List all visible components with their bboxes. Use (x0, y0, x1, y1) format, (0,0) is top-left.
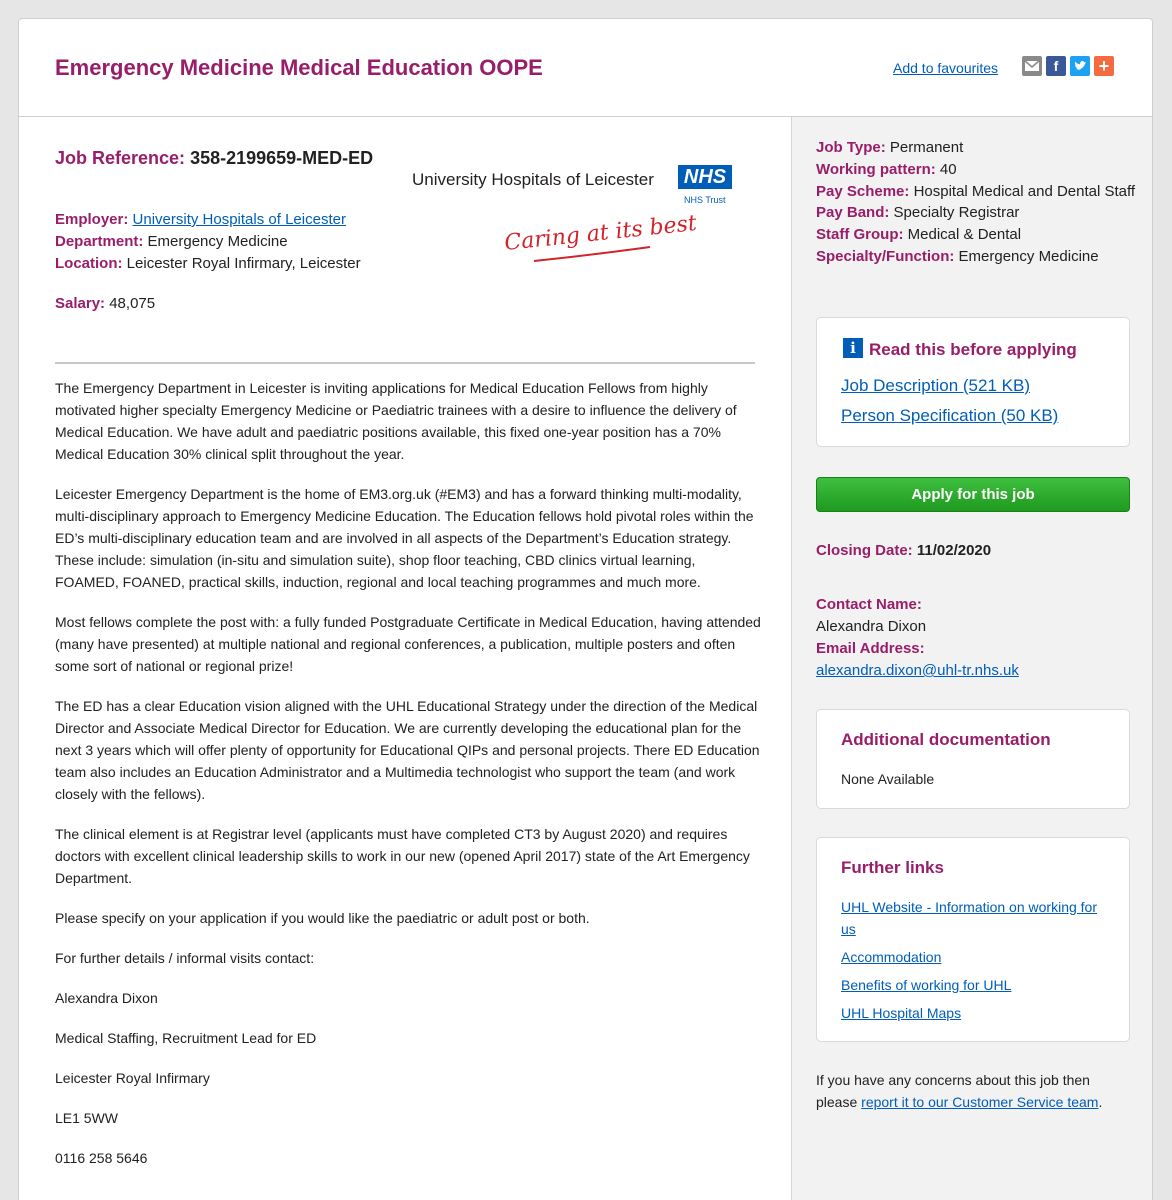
job-type-label: Job Type: (816, 139, 886, 156)
salary-value: 48,075 (109, 295, 156, 312)
location-label: Location: (55, 255, 123, 272)
additional-documentation-title: Additional documentation (841, 730, 1051, 749)
desc-paragraph: 0116 258 5646 (55, 1150, 148, 1166)
location-row (55, 253, 361, 275)
job-description (55, 377, 761, 1187)
salary-row (55, 293, 155, 315)
contact-name-value: Alexandra Dixon (816, 618, 927, 635)
uhl-website-link[interactable]: UHL Website - Information on working for us (841, 899, 1097, 937)
additional-documentation-box (816, 709, 1130, 809)
pay-band-label: Pay Band: (816, 204, 890, 222)
contact-email-link[interactable]: alexandra.dixon@uhl-tr.nhs.uk (816, 662, 1019, 679)
desc-paragraph: Please specify on your application if you would like the paediatric or adult post or both. (55, 910, 590, 926)
staff-group-value: Medical & Dental (907, 226, 1022, 244)
job-type-value: Permanent (889, 139, 964, 156)
benefits-link[interactable]: Benefits of working for UHL (841, 977, 1012, 993)
location-value: Leicester Royal Infirmary, Leicester (126, 255, 361, 272)
job-reference (55, 147, 385, 169)
desc-paragraph: The clinical element is at Registrar level (applicants must have completed CT3 by August 2020) and requires doctors with excellent clinical leadership skills to work in our new (opened April 2017) state of the Art Emergency Department. (55, 826, 750, 886)
employer-link[interactable]: University Hospitals of Leicester (132, 211, 346, 228)
desc-paragraph: The Emergency Department in Leicester is inviting applications for Medical Education Fellows from highly motivated higher specialty Emergency Medicine or Paediatric trainees with a desire to influence the delivery of Medical Education. We have adult and paediatric positions available, this fixed one-year position has a 70% Medical Education 30% clinical split throughout the year. (55, 380, 737, 462)
logo-org-name: University Hospitals of Leicester (412, 170, 654, 189)
job-facts (816, 137, 1136, 268)
specialty-value: Emergency Medicine (958, 247, 1099, 265)
further-links-title: Further links (841, 858, 944, 877)
concerns-suffix: . (1098, 1094, 1103, 1110)
employer-logo (412, 165, 742, 275)
logo-trust: NHS Trust (684, 195, 726, 205)
read-before-applying-box (816, 317, 1130, 447)
hospital-maps-link[interactable]: UHL Hospital Maps (841, 1005, 962, 1021)
pay-scheme-value: Hospital Medical and Dental Staff (913, 182, 1136, 200)
nhs-logo: NHS (678, 165, 732, 189)
accommodation-link[interactable]: Accommodation (841, 949, 942, 965)
desc-paragraph: Alexandra Dixon (55, 990, 158, 1006)
section-divider (55, 362, 755, 364)
desc-paragraph: For further details / informal visits contact: (55, 950, 315, 966)
email-address-label: Email Address: (816, 640, 925, 657)
page-title: Emergency Medicine Medical Education OOPE (55, 55, 543, 80)
concerns-note (816, 1069, 1126, 1113)
closing-date-label: Closing Date: (816, 542, 913, 559)
specialty-label: Specialty/Function: (816, 247, 955, 265)
job-card (18, 18, 1153, 1200)
employer-row (55, 209, 346, 231)
plus-icon[interactable]: + (1094, 56, 1114, 76)
desc-paragraph: Most fellows complete the post with: a fully funded Postgraduate Certificate in Medical Education, having attended (many have presented) at multiple national and regional conferences, a publication, multiple posters and often some sort of national or regional prize! (55, 614, 761, 674)
pay-band-value: Specialty Registrar (893, 204, 1020, 222)
person-specification-link[interactable]: Person Specification (50 KB) (841, 406, 1059, 425)
further-links-box (816, 837, 1130, 1042)
department-row (55, 231, 288, 253)
desc-paragraph: Leicester Royal Infirmary (55, 1070, 210, 1086)
report-link[interactable]: report it to our Customer Service team (861, 1094, 1099, 1110)
contact-block (816, 594, 1019, 682)
logo-tagline: Caring at its best (503, 210, 698, 257)
desc-paragraph: Medical Staffing, Recruitment Lead for ED (55, 1030, 317, 1046)
desc-paragraph: Leicester Emergency Department is the home of EM3.org.uk (#EM3) and has a forward thinking multi-modality, multi-disciplinary approach to Emergency Medicine Education. The Education fellows hold pivotal roles within the ED’s multi-disciplinary education team and are involved in all aspects of the Department’s Education strategy. These include: simulation (in-situ and simulation suite), shop floor teaching, CBD clinics virtual learning, FOAMED, FOANED, practical skills, induction, regional and local teaching programmes and much more. (55, 486, 754, 590)
email-icon[interactable] (1022, 56, 1042, 76)
working-pattern-value: 40 (939, 160, 957, 178)
staff-group-label: Staff Group: (816, 226, 904, 244)
closing-date (816, 542, 991, 559)
sidebar (791, 117, 1153, 1200)
info-icon: i (843, 338, 863, 358)
add-to-favourites-link[interactable]: Add to favourites (893, 60, 999, 76)
department-label: Department: (55, 233, 144, 250)
pay-scheme-label: Pay Scheme: (816, 182, 910, 200)
desc-paragraph: The ED has a clear Education vision aligned with the UHL Educational Strategy under the direction of the Medical Director and Associate Medical Director for Education. We are currently developing the educational plan for the next 3 years which will offer plenty of opportunity for Educational QIPs and personal projects. There ED Education team also includes an Education Administrator and a Multimedia technologist who support the team (and work closely with the fellows). (55, 698, 760, 802)
additional-documentation-text: None Available (841, 771, 935, 787)
employer-label: Employer: (55, 211, 129, 228)
apply-button[interactable]: Apply for this job (816, 477, 1130, 512)
desc-paragraph: LE1 5WW (55, 1110, 119, 1126)
closing-date-value: 11/02/2020 (916, 542, 992, 559)
job-description-link[interactable]: Job Description (521 KB) (841, 376, 1030, 395)
job-reference-value: 358-2199659-MED-ED (190, 148, 374, 168)
concerns-text: If you have any concerns about this job then please (816, 1072, 1090, 1110)
job-header (19, 19, 1153, 117)
contact-name-label: Contact Name: (816, 596, 922, 613)
logo-swoosh (532, 245, 652, 265)
department-value: Emergency Medicine (147, 233, 288, 250)
job-reference-label: Job Reference: (55, 148, 186, 168)
read-before-title: Read this before applying (869, 340, 1077, 359)
twitter-icon[interactable] (1070, 56, 1090, 76)
further-links-list (841, 896, 1113, 1024)
working-pattern-label: Working pattern: (816, 160, 936, 178)
main-content (19, 117, 791, 1200)
salary-label: Salary: (55, 295, 106, 312)
facebook-icon[interactable]: f (1046, 56, 1066, 76)
